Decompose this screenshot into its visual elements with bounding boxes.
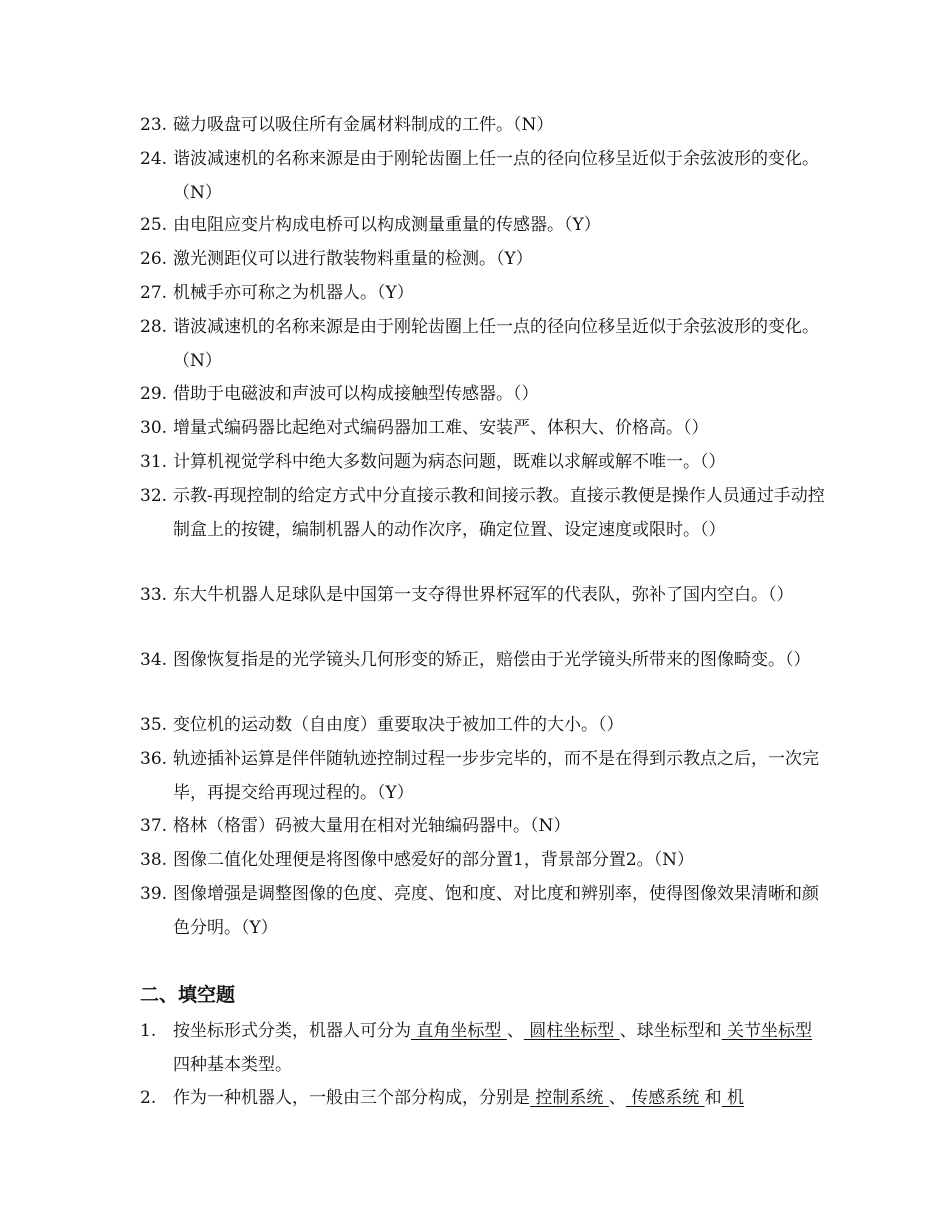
question-number: 39. [140,884,168,904]
question-text: 磁力吸盘可以吸住所有金属材料制成的工件。（N） [173,115,554,135]
text-segment: 和 [704,1088,722,1108]
answer-blank: 关节坐标型 [721,1021,813,1041]
question-number: 27. [140,283,168,303]
question-32 [140,479,830,547]
question-number: 34. [140,650,168,670]
question-text: 激光测距仪可以进行散装物料重量的检测。（Y） [173,249,533,269]
fill-question-1 [140,1014,830,1082]
question-number: 23. [140,115,168,135]
question-text: 格林（格雷）码被大量用在相对光轴编码器中。（N） [173,816,571,836]
question-text [173,1081,830,1115]
question-number: 37. [140,816,168,836]
answer-blank: 机 [721,1088,745,1108]
text-segment: 按坐标形式分类，机器人可分为 [173,1021,411,1041]
text-segment: 、 [506,1021,524,1041]
question-39 [140,877,830,945]
question-text: 由电阻应变片构成电桥可以构成测量重量的传感器。（Y） [173,215,601,235]
text-segment: 四种基本类型。 [173,1055,292,1075]
question-29 [140,377,830,411]
fill-question-2 [140,1081,830,1115]
question-number: 33. [140,585,168,605]
question-30 [140,411,830,445]
question-number: 2. [140,1088,157,1108]
question-text: 谐波减速机的名称来源是由于刚轮齿圈上任一点的径向位移呈近似于余弦波形的变化。（N） [173,317,819,371]
question-33 [140,578,830,612]
question-25 [140,208,830,242]
question-number: 36. [140,749,168,769]
question-number: 35. [140,715,168,735]
question-text [173,1014,830,1082]
question-23 [140,108,830,142]
question-text: 计算机视觉学科中绝大多数问题为病态问题，既难以求解或解不唯一。（） [173,452,726,472]
question-number: 26. [140,249,168,269]
answer-blank: 控制系统 [530,1088,609,1108]
question-text: 借助于电磁波和声波可以构成接触型传感器。（） [173,384,539,404]
question-text: 东大牛机器人足球队是中国第一支夺得世界杯冠军的代表队，弥补了国内空白。（） [173,585,794,605]
question-text: 图像增强是调整图像的色度、亮度、饱和度、对比度和辨别率，使得图像效果清晰和颜色分明。（Y） [173,884,819,938]
question-38 [140,843,830,877]
question-text: 图像二值化处理便是将图像中感爱好的部分置1，背景部分置2。（N） [173,850,695,870]
question-text: 机械手亦可称之为机器人。（Y） [173,283,414,303]
question-36 [140,742,830,810]
question-number: 31. [140,452,168,472]
question-number: 30. [140,418,168,438]
question-37 [140,809,830,843]
question-number: 25. [140,215,168,235]
question-34 [140,643,830,677]
answer-blank: 直角坐标型 [411,1021,507,1041]
question-28 [140,310,830,378]
question-text: 示教-再现控制的给定方式中分直接示教和间接示教。直接示教便是操作人员通过手动控制盒上的按键，编制机器人的动作次序，确定位置、设定速度或限时。（） [173,486,825,540]
question-number: 24. [140,149,168,169]
answer-blank: 圆柱坐标型 [523,1021,620,1041]
question-text: 谐波减速机的名称来源是由于刚轮齿圈上任一点的径向位移呈近似于余弦波形的变化。（N） [173,149,819,203]
question-number: 38. [140,850,168,870]
text-segment: 、球坐标型和 [619,1021,722,1041]
question-text: 轨迹插补运算是伴伴随轨迹控制过程一步步完毕的，而不是在得到示教点之后，一次完毕，再提交给再现过程的。（Y） [173,749,819,803]
section-title: 二、填空题 [140,984,236,1006]
question-27 [140,276,830,310]
question-number: 1. [140,1021,157,1041]
text-segment: 作为一种机器人，一般由三个部分构成，分别是 [173,1088,530,1108]
question-26 [140,242,830,276]
question-text: 增量式编码器比起绝对式编码器加工难、安装严、体积大、价格高。（） [173,418,709,438]
question-number: 29. [140,384,168,404]
question-text: 图像恢复指是的光学镜头几何形变的矫正，赔偿由于光学镜头所带来的图像畸变。（） [173,650,811,670]
question-35 [140,708,830,742]
question-31 [140,445,830,479]
question-number: 32. [140,486,168,506]
question-number: 28. [140,317,168,337]
question-24 [140,142,830,210]
text-segment: 、 [608,1088,626,1108]
answer-blank: 传感系统 [625,1088,705,1108]
question-text: 变位机的运动数（自由度）重要取决于被加工件的大小。（） [173,715,624,735]
